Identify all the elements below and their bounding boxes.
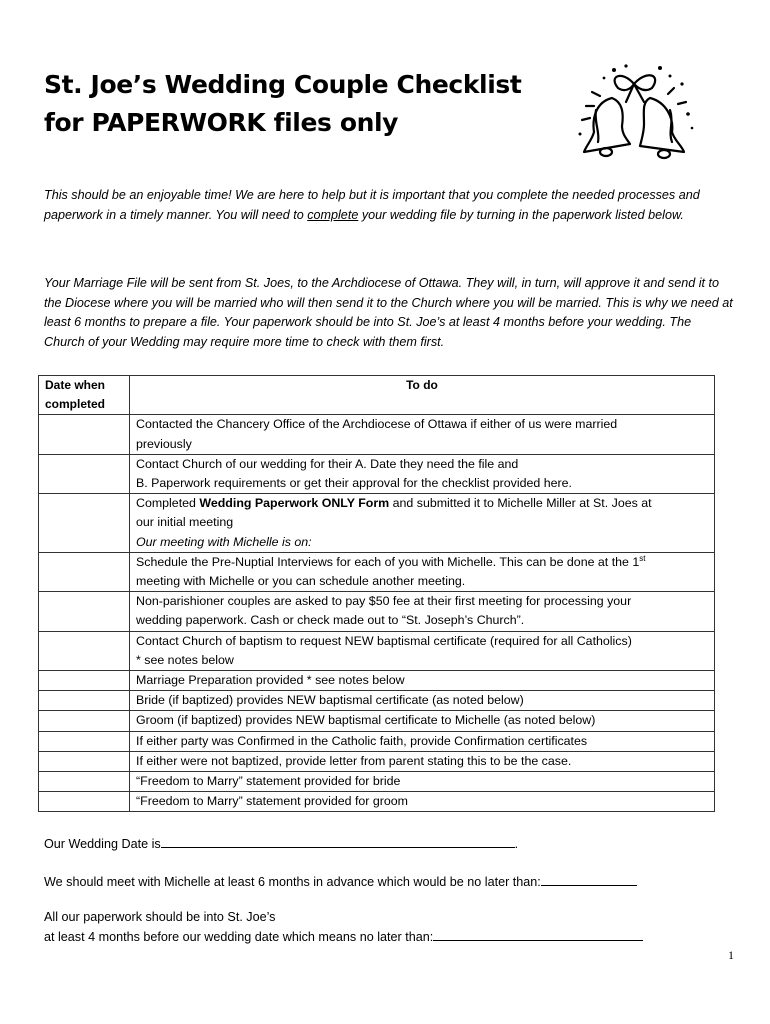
task-cell <box>130 415 715 454</box>
task-line: * see notes below <box>136 652 234 667</box>
meeting-date-prompt: Our meeting with Michelle is on: <box>136 534 312 549</box>
meet-by-date-blank[interactable] <box>541 872 637 886</box>
table-row <box>39 454 715 493</box>
table-row <box>39 631 715 670</box>
wedding-bells-icon <box>574 62 698 162</box>
task-line <box>136 494 708 513</box>
page-title <box>44 66 521 142</box>
table-row <box>39 415 715 454</box>
task-text: and submitted it to Michelle Miller at St. Joes at <box>389 496 652 511</box>
task-line: Contact Church of baptism to request NEW baptismal certificate (required for all Catholics) <box>136 633 632 648</box>
task-cell: Bride (if baptized) provides NEW baptismal certificate (as noted below) <box>130 691 715 711</box>
wedding-date-period: . <box>514 837 519 851</box>
task-cell: “Freedom to Marry” statement provided for bride <box>130 772 715 792</box>
task-line: Contacted the Chancery Office of the Archdiocese of Ottawa if either of us were married <box>136 417 618 432</box>
checklist-table <box>38 375 715 812</box>
date-cell[interactable] <box>39 631 130 670</box>
date-cell[interactable] <box>39 592 130 631</box>
paperwork-deadline <box>44 908 643 947</box>
title-line-1: St. Joe’s Wedding Couple Checklist <box>44 70 522 99</box>
task-line: Contact Church of our wedding for their A. Date they need the file and <box>136 456 519 471</box>
header-date-line-1: Date when <box>45 378 106 392</box>
task-text: Schedule the Pre-Nuptial Interviews for each of you with Michelle. This can be done at the 1 <box>136 554 640 569</box>
intro-text: This should be an enjoyable time! We are here to help but it is important that you complete the needed processes and paperwork in a timely manner. You will need to <box>44 188 700 222</box>
wedding-date-line <box>44 834 518 854</box>
task-cell <box>130 552 715 591</box>
header-date-line-2: completed <box>45 397 106 412</box>
paperwork-date-blank[interactable] <box>433 927 643 941</box>
task-line: B. Paperwork requirements or get their approval for the checklist provided here. <box>136 476 572 491</box>
paperwork-deadline-label: at least 4 months before our wedding date which means no later than: <box>44 930 434 944</box>
date-cell[interactable] <box>39 552 130 591</box>
task-line: Non-parishioner couples are asked to pay $50 fee at their first meeting for processing your <box>136 594 632 609</box>
date-cell[interactable] <box>39 731 130 751</box>
task-cell: If either party was Confirmed in the Catholic faith, provide Confirmation certificates <box>130 731 715 751</box>
table-row <box>39 552 715 591</box>
task-cell <box>130 631 715 670</box>
task-line <box>136 553 708 572</box>
date-cell[interactable] <box>39 792 130 812</box>
header-date-completed <box>39 376 130 415</box>
date-cell[interactable] <box>39 671 130 691</box>
wedding-date-blank[interactable] <box>161 834 515 848</box>
table-row <box>39 691 715 711</box>
header-to-do: To do <box>130 376 715 415</box>
task-cell: “Freedom to Marry” statement provided for groom <box>130 792 715 812</box>
task-cell: Marriage Preparation provided * see notes below <box>130 671 715 691</box>
table-row <box>39 751 715 771</box>
date-cell[interactable] <box>39 494 130 553</box>
table-row <box>39 772 715 792</box>
table-row <box>39 792 715 812</box>
page-number: 1 <box>728 948 734 962</box>
archdiocese-paragraph: Your Marriage File will be sent from St. Joes, to the Archdiocese of Ottawa. They will, in turn, will approve it and send it to the Diocese where you will be married who will then send it to the Church where you will be married. This is why we need at least 6 months to prepare a file. Your paperwork should be into St. Joe’s at least 4 months before your wedding. The Church of your Wedding may require more time to check with them first. <box>44 276 733 349</box>
intro-underlined-word: complete <box>307 207 359 222</box>
task-cell <box>130 592 715 631</box>
task-cell: If either were not baptized, provide letter from parent stating this to be the case. <box>130 751 715 771</box>
wedding-date-label: Our Wedding Date is <box>44 837 161 851</box>
task-text: Completed <box>136 496 200 511</box>
table-row <box>39 671 715 691</box>
date-cell[interactable] <box>39 711 130 731</box>
task-cell: Groom (if baptized) provides NEW baptismal certificate to Michelle (as noted below) <box>130 711 715 731</box>
paperwork-form-name: Wedding Paperwork ONLY Form <box>199 496 390 511</box>
title-line-2: for PAPERWORK files only <box>44 108 399 137</box>
table-row <box>39 731 715 751</box>
date-cell[interactable] <box>39 415 130 454</box>
date-cell[interactable] <box>39 691 130 711</box>
date-cell[interactable] <box>39 751 130 771</box>
table-row <box>39 711 715 731</box>
date-cell[interactable] <box>39 454 130 493</box>
task-line: previously <box>136 436 192 451</box>
task-line: our initial meeting <box>136 515 234 530</box>
paperwork-deadline-line-1: All our paperwork should be into St. Joe’s <box>44 910 276 924</box>
table-row <box>39 592 715 631</box>
task-cell <box>130 454 715 493</box>
paperwork-deadline-line-2 <box>44 927 643 947</box>
table-row <box>39 494 715 553</box>
meet-by-label: We should meet with Michelle at least 6 months in advance which would be no later than: <box>44 875 541 889</box>
table-header-row <box>39 376 715 415</box>
task-line: meeting with Michelle or you can schedule another meeting. <box>136 574 466 589</box>
task-line: wedding paperwork. Cash or check made out to “St. Joseph’s Church”. <box>136 613 525 628</box>
task-cell <box>130 494 715 553</box>
date-cell[interactable] <box>39 772 130 792</box>
intro-paragraph <box>44 186 734 225</box>
intro-text-end: your wedding file by turning in the paperwork listed below. <box>358 207 684 222</box>
ordinal-suffix: st <box>639 553 646 563</box>
meet-by-line <box>44 872 637 892</box>
